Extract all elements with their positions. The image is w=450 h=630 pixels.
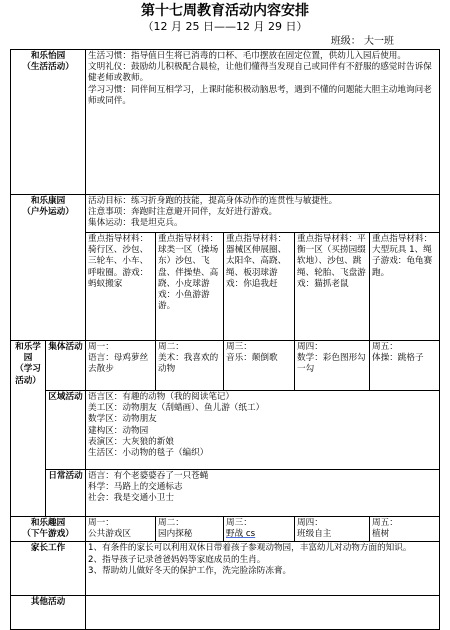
sports-label: 和乐康园 <box>30 196 66 206</box>
class-name: 大一班 <box>364 36 394 47</box>
games-day-text: 植树 <box>372 529 390 540</box>
life-header <box>11 50 86 195</box>
group-day-text: 语言：母鸡萝丝去散步 <box>88 353 149 375</box>
learning-group-row <box>11 341 440 391</box>
area-line: 数学区：动物朋友 <box>88 414 157 425</box>
group-day-label: 周二： <box>158 342 184 352</box>
group-day-label: 周五： <box>372 342 398 352</box>
games-day <box>224 517 295 542</box>
group-day <box>370 341 440 391</box>
daily-line: 科学：马路上的交通标志 <box>88 482 183 493</box>
other-row <box>11 596 440 630</box>
sports-content <box>86 195 440 233</box>
area-line: 语言区：有趣的动物（我的阅读笔记） <box>88 392 235 402</box>
life-row <box>11 50 440 195</box>
group-day <box>86 341 156 391</box>
games-day <box>156 517 224 542</box>
sports-header <box>11 195 86 341</box>
sports-zone: 重点指导材料：大型玩具 1、绳子游戏：龟龟赛跑。 <box>370 233 440 341</box>
life-line: 生活习惯：指导值日生将已消毒的口杯、毛巾摆放在固定位置，供幼儿入园后使用。 <box>88 51 406 61</box>
life-label: 和乐怡园 <box>30 51 66 61</box>
life-line: 文明礼仪：鼓励幼儿积极配合晨检，让他们懂得当发现自己或同伴有不舒服的感觉时告诉保健老师或教师。 <box>88 62 432 84</box>
games-sub: （下午游戏） <box>22 529 74 540</box>
area-line: 生活区：小动物的毯子（编织） <box>88 448 209 459</box>
group-day-text: 体操：跳格子 <box>372 353 424 364</box>
learning-label: 和乐学园 <box>15 342 41 364</box>
parents-line: 3、帮助幼儿做好冬天的保护工作，洗完脸涂防冻膏。 <box>88 565 292 576</box>
schedule-table <box>10 49 440 630</box>
parents-line: 2、指导孩子记录爸爸妈妈等家庭成员的生肖。 <box>88 554 266 565</box>
games-day <box>86 517 156 542</box>
group-day-label: 周四： <box>297 342 323 352</box>
learning-sub: （学习活动） <box>15 364 41 386</box>
life-content <box>86 50 440 195</box>
group-day-label: 周一： <box>88 342 114 352</box>
games-day-label: 周二： <box>158 518 184 528</box>
games-row <box>11 517 440 542</box>
learning-header <box>11 341 46 517</box>
area-line: 美工区：动物朋友（刮蜡画）、鱼儿游（纸工） <box>88 403 265 414</box>
area-content <box>86 391 440 470</box>
other-header: 其他活动 <box>11 596 86 630</box>
learning-daily-row <box>11 470 440 517</box>
group-day <box>224 341 295 391</box>
games-day-label: 周五： <box>372 518 398 528</box>
games-day <box>370 517 440 542</box>
area-line: 建构区：动物园 <box>88 425 149 436</box>
page-title: 第十七周教育活动内容安排 <box>141 3 309 19</box>
games-day-text: 野战 cs <box>226 529 256 540</box>
sports-zone: 重点指导材料：平衡一区（买捞园缀软地）、沙包、跳绳、轮胎、飞盘游戏：猫抓老鼠 <box>295 233 370 341</box>
sports-line: 活动目标：练习折身跑的技能，提高身体动作的连贯性与敏捷性。 <box>88 196 338 206</box>
sports-zone: 重点指导材料：器械区伸展圈、太阳伞、高跷、绳、板羽球游戏：你追我赶 <box>224 233 295 341</box>
sports-zone: 重点指导材料：骑行区、沙包、三轮车、小车、呼啦圈。游戏：蚂蚁搬家 <box>86 233 156 341</box>
learning-area-row <box>11 391 440 470</box>
daily-line: 社会：我是交通小卫士 <box>88 493 174 504</box>
games-day-text: 公共游戏区 <box>88 529 131 540</box>
area-activity-label: 区域活动 <box>46 391 86 470</box>
games-day-label: 周一： <box>88 518 114 528</box>
games-header <box>11 517 86 542</box>
sports-line: 注意事项：奔跑时注意避开同伴，友好进行游戏。 <box>88 207 278 218</box>
daily-content <box>86 470 440 517</box>
group-day-text: 美术：我喜欢的动物 <box>158 353 219 375</box>
parents-content <box>86 542 440 596</box>
sports-row <box>11 195 440 233</box>
class-label: 班级： <box>330 36 361 47</box>
daily-line: 语言：有个老婆婆吞了一只苍蝇 <box>88 471 209 481</box>
area-line: 表演区：大灰狼的新娘 <box>88 436 174 447</box>
games-day-label: 周三： <box>226 518 252 528</box>
games-day-label: 周四： <box>297 518 323 528</box>
group-day <box>295 341 370 391</box>
games-label: 和乐趣园 <box>30 518 66 528</box>
games-day-text: 班级自主 <box>297 529 332 540</box>
games-day <box>295 517 370 542</box>
parents-row <box>11 542 440 596</box>
parents-header: 家长工作 <box>11 542 86 596</box>
sports-line: 集体运动：我是坦克兵。 <box>88 218 183 229</box>
daily-activity-label: 日常活动 <box>46 470 86 517</box>
life-line: 学习习惯：同伴间互相学习，上课时能积极动脑思考，遇到不懂的问题能大胆主动地询问老师或同伴。 <box>88 84 432 106</box>
group-day-text: 数学：彩色图形勾一勾 <box>297 353 366 375</box>
group-day <box>156 341 224 391</box>
games-day-text: 园内探秘 <box>158 529 193 540</box>
date-range: （12 月 25 日——12 月 29 日） <box>142 20 308 33</box>
class-line <box>331 36 394 48</box>
life-sub: （生活活动） <box>22 62 74 73</box>
sports-zone: 重点指导材料：球类一区（操场东）沙包、飞盘、伴操垫、高跷、小皮球游戏：小鱼游游游。 <box>156 233 224 341</box>
other-content <box>86 596 440 630</box>
group-day-text: 音乐：颠倒歌 <box>226 353 278 364</box>
group-activity-label: 集体活动 <box>46 341 86 391</box>
sports-sub: （户外运动） <box>22 207 74 218</box>
group-day-label: 周三： <box>226 342 252 352</box>
parents-line: 1、有条件的家长可以利用双休日带着孩子参观动物园，丰富幼儿对动物方面的知识。 <box>88 543 412 554</box>
